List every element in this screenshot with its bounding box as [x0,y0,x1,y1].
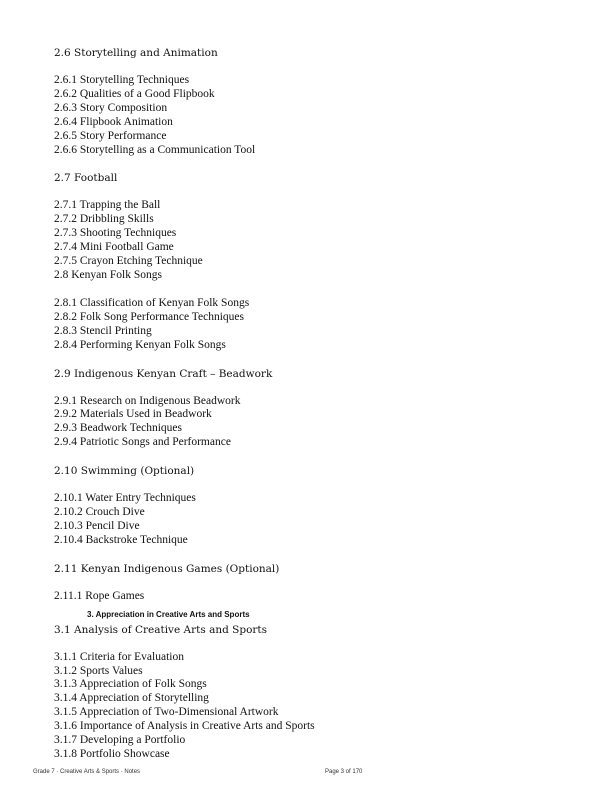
section-2-11 [54,562,574,604]
section-items [54,297,574,353]
list-item: 3.1.3 Appreciation of Folk Songs [54,678,207,691]
chapter-heading: 3. Appreciation in Creative Arts and Sports [87,609,250,619]
section-heading: 2.11 Kenyan Indigenous Games (Optional) [54,562,280,575]
list-item: 3.1.8 Portfolio Showcase [54,748,170,760]
list-item: 2.10.3 Pencil Dive [54,519,140,532]
list-item: 3.1.1 Criteria for Evaluation [54,650,184,663]
list-item: 2.6.3 Story Composition [54,101,168,114]
section-items [54,651,574,762]
chapter-3 [54,610,574,762]
list-item: 2.7.4 Mini Football Game [54,241,174,254]
list-item: 2.8 Kenyan Folk Songs [54,268,162,281]
section-items [54,492,574,548]
list-item: 3.1.6 Importance of Analysis in Creative Arts and Sports [54,720,315,733]
list-item: 2.6.4 Flipbook Animation [54,115,173,128]
list-item: 2.7.3 Shooting Techniques [54,227,177,240]
section-2-7 [54,171,574,282]
list-item: 2.7.5 Crayon Etching Technique [54,255,203,268]
list-item: 2.8.2 Folk Song Performance Techniques [54,310,244,323]
section-2-9 [54,367,574,451]
section-heading: 2.6 Storytelling and Animation [54,47,218,59]
list-item: 2.9.2 Materials Used in Beadwork [54,408,212,421]
list-item: 2.10.4 Backstroke Technique [54,533,188,546]
document-page [54,46,574,762]
list-item: 3.1.4 Appreciation of Storytelling [54,692,209,705]
list-item: 2.10.2 Crouch Dive [54,506,145,519]
section-items [54,199,574,282]
list-item: 2.8.3 Stencil Printing [54,324,152,337]
list-item: 2.6.6 Storytelling as a Communication Tool [54,143,256,156]
list-item: 2.6.5 Story Performance [54,129,167,142]
list-item: 2.9.4 Patriotic Songs and Performance [54,436,231,449]
section-heading: 2.10 Swimming (Optional) [54,465,195,478]
list-item: 2.6.2 Qualities of a Good Flipbook [54,87,215,100]
section-items [54,74,574,157]
section-items [54,590,574,604]
section-heading: 2.7 Football [54,172,118,185]
footer-document-title: Grade 7 · Creative Arts & Sports · Notes [33,769,141,775]
list-item: 2.11.1 Rope Games [54,589,145,602]
list-item: 2.8.4 Performing Kenyan Folk Songs [54,338,226,351]
section-items [54,395,574,451]
section-2-8 [54,297,574,353]
list-item: 2.10.1 Water Entry Techniques [54,492,196,505]
list-item: 3.1.7 Developing a Portfolio [54,734,186,747]
section-2-6 [54,46,574,157]
list-item: 3.1.2 Sports Values [54,664,143,677]
list-item: 2.6.1 Storytelling Techniques [54,74,190,86]
section-heading: 3.1 Analysis of Creative Arts and Sports [54,623,268,636]
list-item: 2.9.1 Research on Indigenous Beadwork [54,394,241,407]
list-item: 2.7.2 Dribbling Skills [54,213,154,226]
list-item: 2.8.1 Classification of Kenyan Folk Songs [54,296,250,309]
list-item: 2.9.3 Beadwork Techniques [54,422,183,435]
list-item: 3.1.5 Appreciation of Two-Dimensional Artwork [54,706,279,719]
list-item: 2.7.1 Trapping the Ball [54,199,161,212]
section-heading: 2.9 Indigenous Kenyan Craft – Beadwork [54,367,273,380]
section-2-10 [54,464,574,548]
footer-page-number: Page 3 of 170 [325,769,363,775]
